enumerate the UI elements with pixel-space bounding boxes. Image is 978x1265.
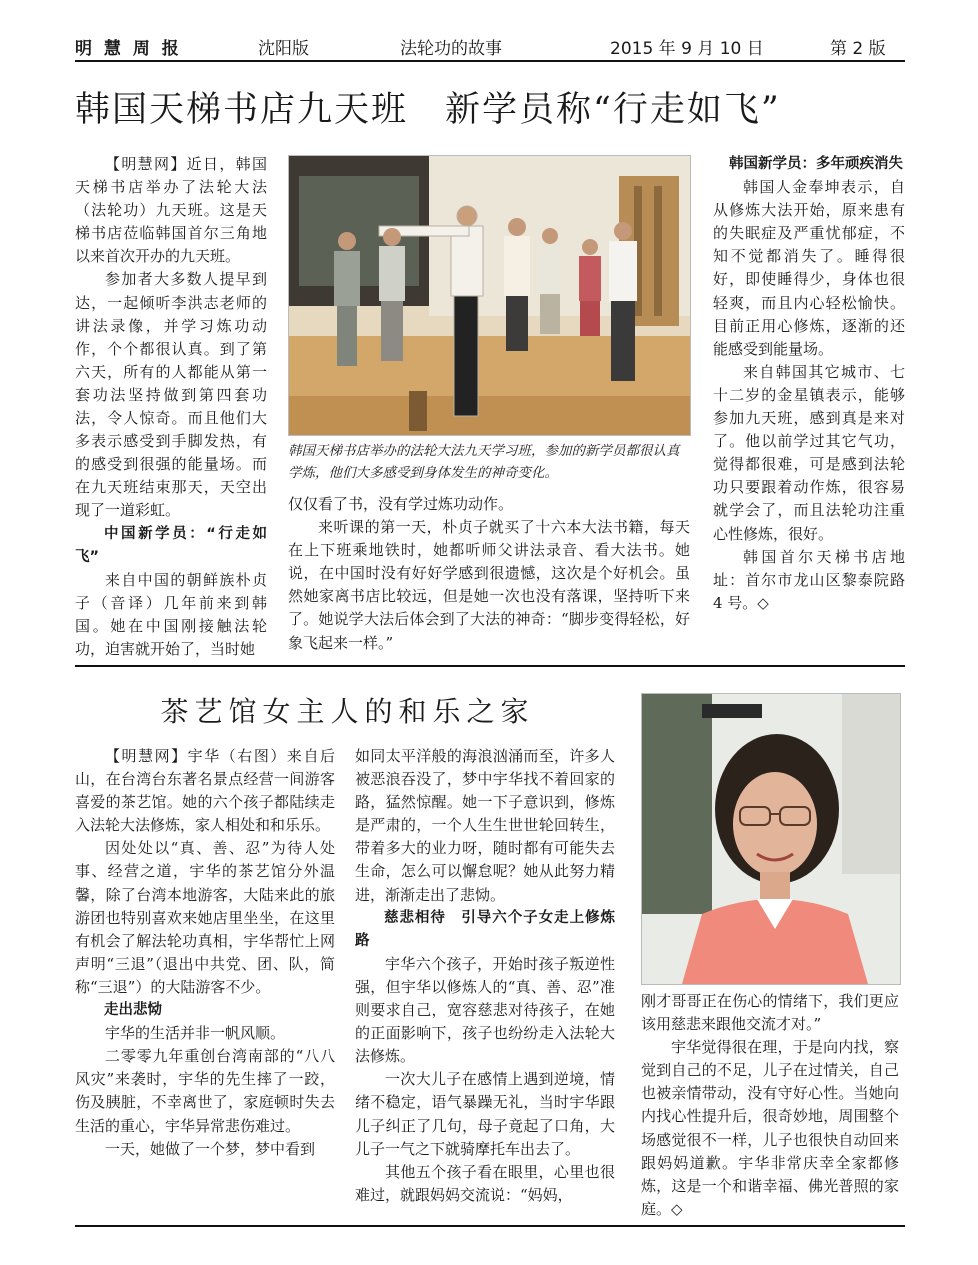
paragraph: 一次大儿子在感情上遇到逆境，情绪不稳定，语气暴躁无礼，当时宇华跟儿子纠正了几句，母子竟起了口角，大儿子一气之下就骑摩托车出去了。 <box>355 1070 615 1158</box>
article1-subhead1: 中国新学员：“行走如飞” <box>75 525 267 565</box>
practice-class-photo <box>288 155 691 436</box>
article1-subhead2: 韩国新学员：多年顽疾消失 <box>729 156 903 172</box>
paragraph: 韩国首尔天梯书店地址：首尔市龙山区黎泰院路 4 号。◇ <box>713 547 905 612</box>
bottom-rule <box>75 1225 905 1227</box>
article2-column1 <box>75 745 335 1161</box>
paragraph: 【明慧网】近日，韩国天梯书店举办了法轮大法（法轮功）九天班。这是天梯书店莅临韩国首尔三角地以来首次开办的九天班。 <box>75 155 267 266</box>
section-title: 法轮功的故事 <box>400 39 502 59</box>
top-rule <box>75 60 905 62</box>
article1-column1 <box>75 153 267 661</box>
section-divider <box>75 665 905 667</box>
article1-headline: 韩国天梯书店九天班 新学员称“行走如飞” <box>75 90 781 130</box>
paragraph: 韩国人金奉坤表示，自从修炼大法开始，原来患有的失眠症及严重忧郁症，不知不觉都消失了。睡得很好，即使睡得少，身体也很轻爽，而且内心轻松愉快。目前正用心修炼，逐渐的还能感受到能量场。 <box>713 178 905 358</box>
paragraph: 二零零九年重创台湾南部的“八八风灾”来袭时，宇华的先生摔了一跤，伤及胰脏，不幸离世了，家庭顿时失去生活的重心，宇华异常悲伤难过。 <box>75 1047 335 1135</box>
paragraph: 参加者大多数人提早到达，一起倾听李洪志老师的讲法录像，并学习炼功动作，个个都很认真。到了第六天，所有的人都能从第一套功法坚持做到第四套功法，令人惊奇。而且他们大多表示感受到手脚发热，有的感受到很强的能量场。而在九天班结束那天，天空出现了一道彩虹。 <box>75 270 267 520</box>
page-number: 第 2 版 <box>830 39 886 59</box>
paragraph: 宇华六个孩子，开始时孩子叛逆性强，但宇华以修炼人的“真、善、忍”准则要求自己，宽容慈悲对待孩子，在她的正面影响下，孩子也纷纷走入法轮大法修炼。 <box>355 954 615 1066</box>
portrait-photo <box>641 693 901 985</box>
paragraph: 宇华觉得很在理，于是向内找，察觉到自己的不足，儿子在过情关，自己也被亲情带动，没有守好心性。当她向内找心性提升后，很奇妙地，周围整个场感觉很不一样，儿子也很快自动回来跟妈妈道歉。宇华非常庆幸全家都修炼，这是一个和谐幸福、佛光普照的家庭。◇ <box>641 1038 899 1218</box>
practice-class-illustration <box>289 156 690 435</box>
paragraph: 一天，她做了一个梦，梦中看到 <box>105 1139 316 1158</box>
newspaper-name: 明 慧 周 报 <box>75 39 182 59</box>
paragraph: 来听课的第一天，朴贞子就买了十六本大法书籍，每天在上下班乘地铁时，她都听师父讲法录音、看大法书。她说，在中国时没有好好学感到很遗憾，这次是个好机会。虽然她家离书店比较远，但是她一次也没有落课，坚持听下来了。她说学大法后体会到了大法的神奇：“脚步变得轻松，好象飞起来一样。” <box>288 518 690 652</box>
issue-date: 2015 年 9 月 10 日 <box>610 39 764 59</box>
article2-subhead1: 走出悲恸 <box>104 1002 162 1019</box>
article2-column2 <box>355 745 615 1207</box>
photo1-caption: 韩国天梯书店举办的法轮大法九天学习班，参加的新学员都很认真学炼，他们大多感受到身体发生的神奇变化。 <box>288 443 680 481</box>
paragraph: 【明慧网】宇华（右图）来自后山，在台湾台东著名景点经营一间游客喜爱的茶艺馆。她的六个孩子都陆续走入法轮大法修炼，家人相处和和乐乐。 <box>75 747 335 835</box>
paragraph: 来自中国的朝鲜族朴贞子（音译）几年前来到韩国。她在中国刚接触法轮功，迫害就开始了，当时她 <box>75 570 267 658</box>
paragraph: 宇华的生活并非一帆风顺。 <box>105 1024 286 1043</box>
article1-column3 <box>713 153 905 615</box>
paragraph: 其他五个孩子看在眼里，心里也很难过，就跟妈妈交流说：“妈妈， <box>355 1162 615 1204</box>
paragraph: 如同太平洋般的海浪汹涌而至，许多人被恶浪吞没了，梦中宇华找不着回家的路，猛然惊醒。她一下子意识到，修炼是严肃的，一个人生生世世轮回转生，带着多大的业力呀，随时都有可能失去生命，怎么可以懈怠呢？她从此努力精进，渐渐走出了悲恸。 <box>355 747 615 904</box>
article2-subhead2: 慈悲相待 引导六个子女走上修炼路 <box>355 909 615 949</box>
paragraph: 因处处以“真、善、忍”为待人处事、经营之道，宇华的茶艺馆分外温馨，除了台湾本地游客，大陆来此的旅游团也特别喜欢来她店里坐坐，在这里有机会了解法轮功真相，宇华帮忙上网声明“三退”（退出中共党、团、队，简称“三退”）的大陆游客不少。 <box>75 839 335 996</box>
paragraph: 刚才哥哥正在伤心的情绪下，我们更应该用慈悲来跟他交流才对。” <box>641 992 899 1034</box>
portrait-illustration <box>642 694 900 984</box>
edition: 沈阳版 <box>258 39 309 59</box>
paragraph: 仅仅看了书，没有学过炼功动作。 <box>288 495 514 513</box>
article2-headline: 茶艺馆女主人的和乐之家 <box>160 695 535 728</box>
paragraph: 来自韩国其它城市、七十二岁的金星镇表示，能够参加九天班，感到真是来对了。他以前学过其它气功，觉得都很难，可是感到法轮功只要跟着动作炼，很容易就学会了，而且法轮功注重心性修炼，很好。 <box>713 362 905 543</box>
article2-column3 <box>641 990 899 1221</box>
masthead <box>75 34 905 58</box>
article1-column2 <box>288 493 690 655</box>
